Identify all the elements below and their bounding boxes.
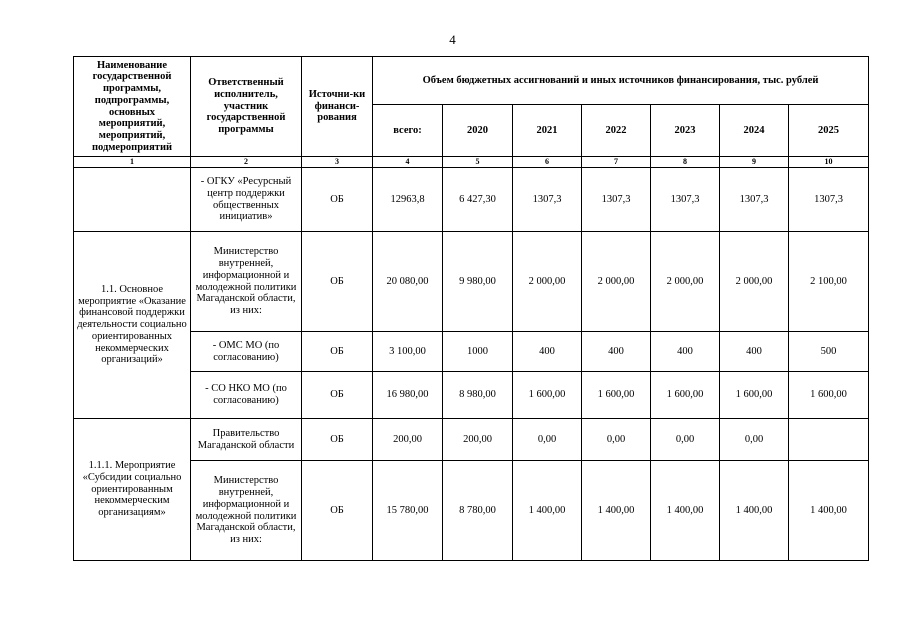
value-cell: 400 bbox=[513, 332, 582, 372]
value-cell: 0,00 bbox=[651, 419, 720, 461]
group-name-cell: 1.1.1. Мероприятие «Субсидии социально ориентированным некоммерческим организациям» bbox=[74, 419, 191, 561]
table-row bbox=[74, 232, 869, 332]
value-cell: 6 427,30 bbox=[443, 168, 513, 232]
source-cell: ОБ bbox=[302, 372, 373, 419]
header-total: всего: bbox=[373, 105, 443, 157]
value-cell: 1000 bbox=[443, 332, 513, 372]
value-cell: 0,00 bbox=[582, 419, 651, 461]
name-cell-empty bbox=[74, 168, 191, 232]
total-cell: 200,00 bbox=[373, 419, 443, 461]
index-cell: 6 bbox=[513, 157, 582, 168]
index-cell: 2 bbox=[191, 157, 302, 168]
table-row bbox=[74, 332, 869, 372]
total-cell: 12963,8 bbox=[373, 168, 443, 232]
source-cell: ОБ bbox=[302, 232, 373, 332]
value-cell: 2 000,00 bbox=[513, 232, 582, 332]
value-cell: 2 000,00 bbox=[582, 232, 651, 332]
header-year: 2020 bbox=[443, 105, 513, 157]
index-cell: 10 bbox=[789, 157, 869, 168]
index-cell: 9 bbox=[720, 157, 789, 168]
value-cell: 2 100,00 bbox=[789, 232, 869, 332]
value-cell: 1 600,00 bbox=[720, 372, 789, 419]
total-cell: 15 780,00 bbox=[373, 461, 443, 561]
index-cell: 3 bbox=[302, 157, 373, 168]
header-name: Наименование государственной программы, подпрограммы, основных мероприятий, мероприятий, подмероприятий bbox=[74, 57, 191, 157]
responsible-cell: Правительство Магаданской области bbox=[191, 419, 302, 461]
value-cell: 1 400,00 bbox=[651, 461, 720, 561]
value-cell: 400 bbox=[720, 332, 789, 372]
header-volume: Объем бюджетных ассигнований и иных источников финансирования, тыс. рублей bbox=[373, 57, 869, 105]
source-cell: ОБ bbox=[302, 419, 373, 461]
value-cell: 8 780,00 bbox=[443, 461, 513, 561]
header-responsible: Ответственный исполнитель, участник государственной программы bbox=[191, 57, 302, 157]
table-row bbox=[74, 168, 869, 232]
value-cell: 8 980,00 bbox=[443, 372, 513, 419]
budget-table bbox=[73, 56, 869, 561]
index-row bbox=[74, 157, 869, 168]
value-cell: 1 400,00 bbox=[720, 461, 789, 561]
header-year: 2025 bbox=[789, 105, 869, 157]
value-cell: 1307,3 bbox=[720, 168, 789, 232]
index-cell: 5 bbox=[443, 157, 513, 168]
value-cell: 0,00 bbox=[513, 419, 582, 461]
value-cell: 1 400,00 bbox=[513, 461, 582, 561]
index-cell: 4 bbox=[373, 157, 443, 168]
total-cell: 3 100,00 bbox=[373, 332, 443, 372]
value-cell: 1307,3 bbox=[513, 168, 582, 232]
table-row bbox=[74, 372, 869, 419]
header-row-1 bbox=[74, 57, 869, 105]
responsible-cell: Министерство внутренней, информационной и молодежной политики Магаданской области, из них: bbox=[191, 232, 302, 332]
value-cell: 1 400,00 bbox=[789, 461, 869, 561]
table-row bbox=[74, 461, 869, 561]
responsible-cell: Министерство внутренней, информационной и молодежной политики Магаданской области, из них: bbox=[191, 461, 302, 561]
index-cell: 1 bbox=[74, 157, 191, 168]
value-cell: 1 600,00 bbox=[582, 372, 651, 419]
total-cell: 16 980,00 bbox=[373, 372, 443, 419]
group-name-cell: 1.1. Основное мероприятие «Оказание финансовой поддержки деятельности социально ориентированных некоммерческих организаций» bbox=[74, 232, 191, 419]
total-cell: 20 080,00 bbox=[373, 232, 443, 332]
source-cell: ОБ bbox=[302, 332, 373, 372]
responsible-cell: - СО НКО МО (по согласованию) bbox=[191, 372, 302, 419]
table-row bbox=[74, 419, 869, 461]
responsible-cell: - ОГКУ «Ресурсный центр поддержки общественных инициатив» bbox=[191, 168, 302, 232]
value-cell: 1307,3 bbox=[651, 168, 720, 232]
value-cell: 500 bbox=[789, 332, 869, 372]
value-cell: 1 600,00 bbox=[789, 372, 869, 419]
header-year: 2024 bbox=[720, 105, 789, 157]
index-cell: 7 bbox=[582, 157, 651, 168]
source-cell: ОБ bbox=[302, 461, 373, 561]
value-cell: 1 600,00 bbox=[513, 372, 582, 419]
value-cell: 0,00 bbox=[720, 419, 789, 461]
value-cell: 400 bbox=[582, 332, 651, 372]
value-cell bbox=[789, 419, 869, 461]
value-cell: 400 bbox=[651, 332, 720, 372]
value-cell: 2 000,00 bbox=[651, 232, 720, 332]
value-cell: 9 980,00 bbox=[443, 232, 513, 332]
value-cell: 2 000,00 bbox=[720, 232, 789, 332]
header-year: 2023 bbox=[651, 105, 720, 157]
header-year: 2021 bbox=[513, 105, 582, 157]
header-source: Источни-ки финанси-рования bbox=[302, 57, 373, 157]
responsible-cell: - ОМС МО (по согласованию) bbox=[191, 332, 302, 372]
source-cell: ОБ bbox=[302, 168, 373, 232]
value-cell: 1307,3 bbox=[789, 168, 869, 232]
page-number: 4 bbox=[449, 32, 456, 47]
value-cell: 1307,3 bbox=[582, 168, 651, 232]
value-cell: 200,00 bbox=[443, 419, 513, 461]
value-cell: 1 600,00 bbox=[651, 372, 720, 419]
header-year: 2022 bbox=[582, 105, 651, 157]
value-cell: 1 400,00 bbox=[582, 461, 651, 561]
index-cell: 8 bbox=[651, 157, 720, 168]
